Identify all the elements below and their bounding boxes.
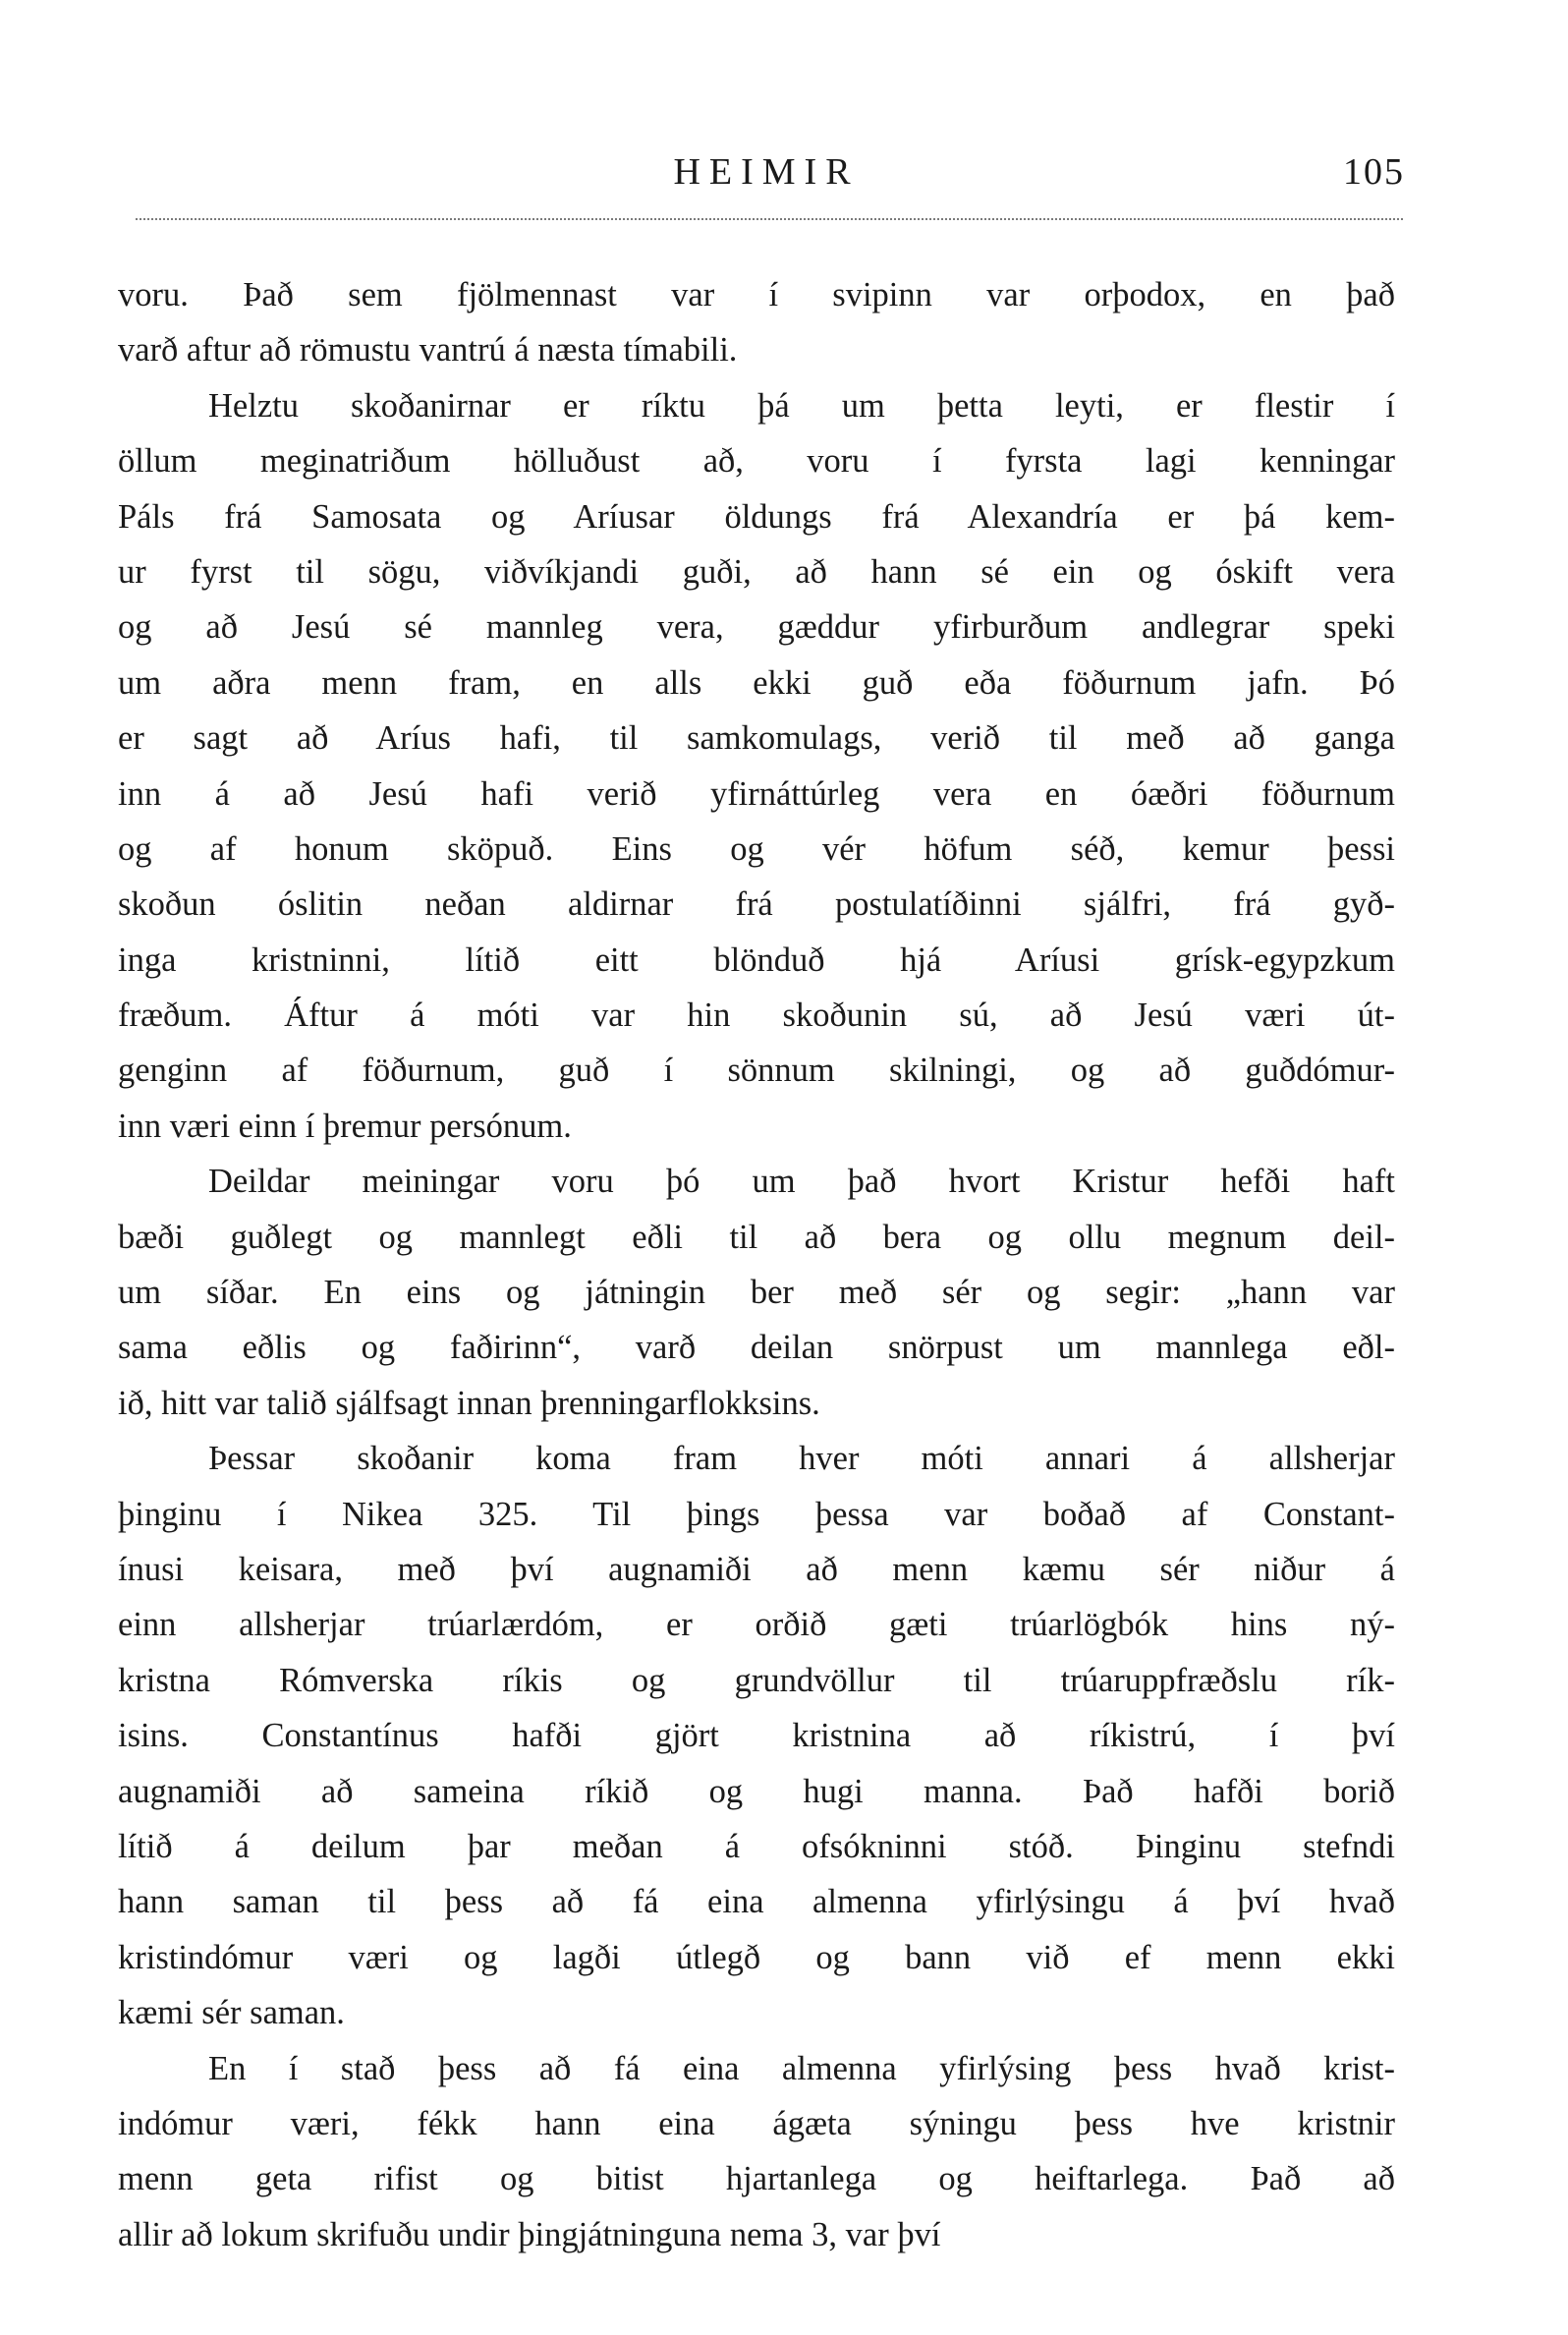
text-line: lítið á deilum þar meðan á ofsókninni stóð. Þinginu stefndi (118, 1827, 1395, 1865)
text-line: Deildar meiningar voru þó um það hvort Kristur hefði haft (208, 1163, 1395, 1201)
text-line: genginn af föðurnum, guð í sönnum skilningi, og að guðdómur- (118, 1052, 1395, 1090)
text-line: menn geta rifist og bitist hjartanlega og heiftarlega. Það að (118, 2160, 1395, 2198)
text-line: indómur væri, fékk hann eina ágæta sýningu þess hve kristnir (118, 2104, 1395, 2142)
text-line: kristna Rómverska ríkis og grundvöllur til trúaruppfræðslu rík- (118, 1661, 1395, 1699)
text-line: isins. Constantínus hafði gjört kristnina að ríkistrú, í því (118, 1717, 1395, 1755)
paragraph (118, 1154, 1395, 1431)
text-line: skoðun óslitin neðan aldirnar frá postulatíðinni sjálfri, frá gyð- (118, 885, 1395, 924)
text-line: augnamiði að sameina ríkið og hugi manna. Það hafði borið (118, 1772, 1395, 1810)
text-line: og að Jesú sé mannleg vera, gæddur yfirburðum andlegrar speki (118, 608, 1395, 647)
text-line: kristindómur væri og lagði útlegð og bann við ef menn ekki (118, 1938, 1395, 1976)
text-line: kæmi sér saman. (118, 1994, 345, 2032)
text-line: og af honum sköpuð. Eins og vér höfum séð, kemur þessi (118, 829, 1395, 868)
text-line: fræðum. Áftur á móti var hin skoðunin sú, að Jesú væri út- (118, 997, 1395, 1035)
text-line: En í stað þess að fá eina almenna yfirlýsing þess hvað krist- (208, 2049, 1395, 2087)
text-line: einn allsherjar trúarlærdóm, er orðið gæti trúarlögbók hins ný- (118, 1606, 1395, 1644)
text-line: um aðra menn fram, en alls ekki guð eða föðurnum jafn. Þó (118, 663, 1395, 702)
text-line: bæði guðlegt og mannlegt eðli til að bera og ollu megnum deil- (118, 1218, 1395, 1256)
text-line: þinginu í Nikea 325. Til þings þessa var boðað af Constant- (118, 1495, 1395, 1533)
text-line: er sagt að Aríus hafi, til samkomulags, verið til með að ganga (118, 719, 1395, 758)
body-text (118, 267, 1395, 2262)
text-line: hann saman til þess að fá eina almenna yfirlýsingu á því hvað (118, 1883, 1395, 1921)
text-line: ínusi keisara, með því augnamiði að menn kæmu sér niður á (118, 1550, 1395, 1588)
text-line: inn væri einn í þremur persónum. (118, 1107, 572, 1145)
text-line: ur fyrst til sögu, viðvíkjandi guði, að hann sé ein og óskift vera (118, 552, 1395, 591)
page-number: 105 (1343, 151, 1405, 193)
paragraph (118, 378, 1395, 1154)
running-head (128, 147, 1405, 206)
text-line: inga kristninni, lítið eitt blönduð hjá Aríusi grísk-egypzkum (118, 940, 1395, 979)
text-line: um síðar. En eins og játningin ber með sér og segir: „hann var (118, 1274, 1395, 1312)
text-line: allir að lokum skrifuðu undir þingjátninguna nema 3, var því (118, 2215, 941, 2253)
header-rule (136, 218, 1403, 220)
paragraph (118, 267, 1395, 378)
running-title: HEIMIR (673, 151, 860, 193)
text-line: inn á að Jesú hafi verið yfirnáttúrleg vera en óæðri föðurnum (118, 774, 1395, 813)
text-line: Helztu skoðanirnar er ríktu þá um þetta leyti, er flestir í (208, 386, 1395, 425)
text-line: ið, hitt var talið sjálfsagt innan þrenningarflokksins. (118, 1384, 820, 1422)
text-line: Þessar skoðanir koma fram hver móti annari á allsherjar (208, 1440, 1395, 1478)
text-line: varð aftur að römustu vantrú á næsta tímabili. (118, 331, 738, 370)
paragraph (118, 2041, 1395, 2263)
paragraph (118, 1431, 1395, 2040)
text-line: sama eðlis og faðirinn“, varð deilan snörpust um mannlega eðl- (118, 1329, 1395, 1367)
text-line: Páls frá Samosata og Aríusar öldungs frá Alexandría er þá kem- (118, 497, 1395, 536)
text-line: voru. Það sem fjölmennast var í svipinn var orþodox, en það (118, 276, 1395, 313)
text-line: öllum meginatriðum hölluðust að, voru í fyrsta lagi kenningar (118, 442, 1395, 481)
